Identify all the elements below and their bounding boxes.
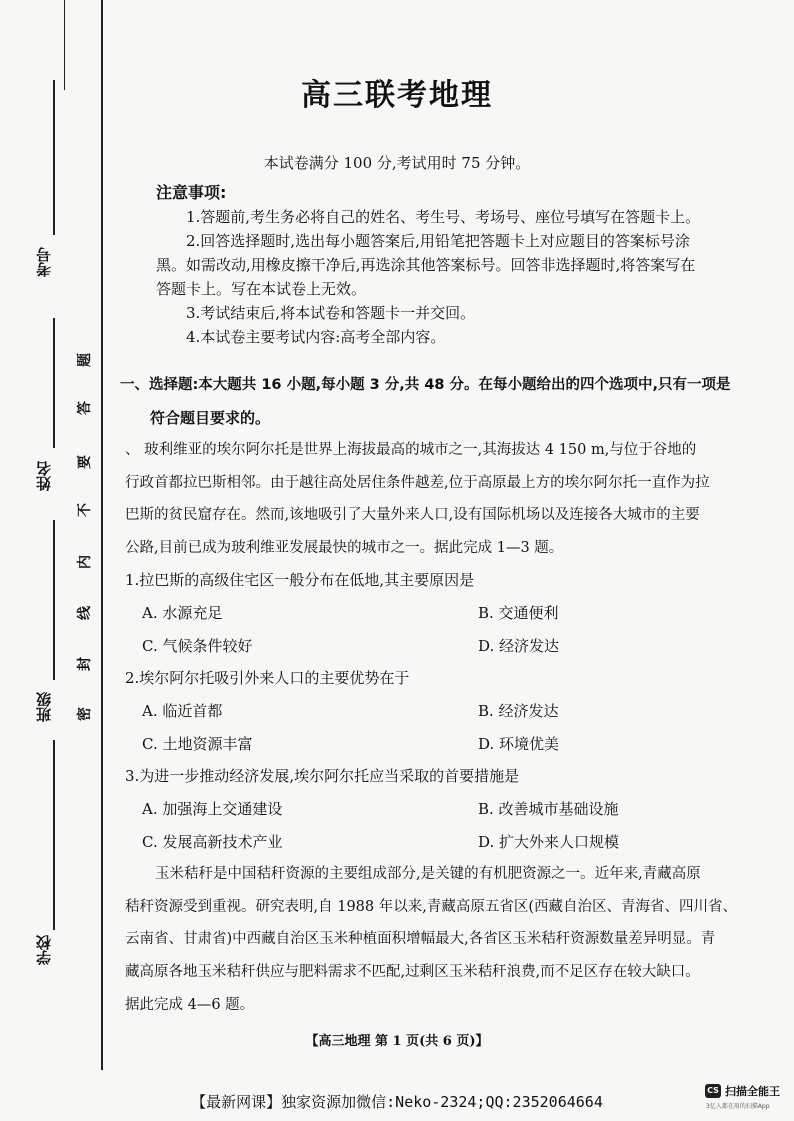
name-label: 姓名 xyxy=(35,461,53,491)
seal-char: 题 xyxy=(77,353,93,367)
exam-no-label: 考号 xyxy=(35,247,53,277)
page-title: 高三联考地理 xyxy=(301,78,493,113)
question-option: C. 发展高新技术产业 xyxy=(142,833,283,851)
seal-char: 不 xyxy=(77,503,93,517)
question-option: C. 气候条件较好 xyxy=(142,637,253,655)
name-fill-line xyxy=(53,318,55,448)
seal-char: 线 xyxy=(77,606,93,620)
passage-line: 、 玻利维亚的埃尔阿尔托是世界上海拔最高的城市之一,其海拔达 4 150 m,与位于谷地的 xyxy=(125,442,697,458)
section-heading-cont: 符合题目要求的。 xyxy=(150,409,271,427)
question-option: D. 经济发达 xyxy=(478,637,560,655)
question-stem: 2.埃尔阿尔托吸引外来人口的主要优势在于 xyxy=(125,669,410,687)
passage-line: 行政首都拉巴斯相邻。由于越往高处居住条件越差,位于高原最上方的埃尔阿尔托一直作为拉 xyxy=(125,475,710,491)
notice-line: 1.答题前,考生务必将自己的姓名、考生号、考场号、座位号填写在答题卡上。 xyxy=(186,208,701,226)
question-option: B. 改善城市基础设施 xyxy=(478,800,619,818)
school-fill-line xyxy=(53,740,55,930)
seal-char: 内 xyxy=(77,555,93,569)
question-option: B. 经济发达 xyxy=(478,702,559,720)
question-stem: 1.拉巴斯的高级住宅区一般分布在低地,其主要原因是 xyxy=(125,571,475,589)
question-option: D. 环境优美 xyxy=(478,735,560,753)
promo-banner: 【最新网课】独家资源加微信:Neko-2324;QQ:2352064664 xyxy=(191,1093,603,1111)
school-label: 学校 xyxy=(35,935,53,965)
question-option: A. 加强海上交通建设 xyxy=(142,800,283,818)
passage-line: 据此完成 4—6 题。 xyxy=(125,997,255,1013)
question-option: B. 交通便利 xyxy=(478,604,559,622)
seal-char: 封 xyxy=(77,657,93,671)
passage-line: 藏高原各地玉米秸秆供应与肥料需求不匹配,过剩区玉米秸秆浪费,而不足区存在较大缺口。 xyxy=(125,964,700,980)
camscanner-logo-icon: CS xyxy=(705,1084,721,1098)
seal-char: 密 xyxy=(77,707,93,721)
passage-line: 玉米秸秆是中国秸秆资源的主要组成部分,是关键的有机肥资源之一。近年来,青藏高原 xyxy=(155,866,701,882)
question-option: A. 水源充足 xyxy=(142,604,223,622)
notice-line: 4.本试卷主要考试内容:高考全部内容。 xyxy=(186,328,446,346)
seal-char: 要 xyxy=(77,455,93,469)
notice-line: 3.考试结束后,将本试卷和答题卡一并交回。 xyxy=(186,304,476,322)
passage-line: 巴斯的贫民窟存在。然而,该地吸引了大量外来人口,设有国际机场以及连接各大城市的主要 xyxy=(125,507,700,523)
question-option: A. 临近首都 xyxy=(142,702,223,720)
question-stem: 3.为进一步推动经济发展,埃尔阿尔托应当采取的首要措施是 xyxy=(125,767,520,785)
notice-line: 2.回答选择题时,选出每小题答案后,用铅笔把答题卡上对应题目的答案标号涂 xyxy=(186,232,690,250)
passage-line: 秸秆资源受到重视。研究表明,自 1988 年以来,青藏高原五省区(西藏自治区、青海省、四川省、 xyxy=(125,899,737,915)
notice-line: 黑。如需改动,用橡皮擦干净后,再选涂其他答案标号。回答非选择题时,将答案写在 xyxy=(156,256,696,274)
seal-char: 答 xyxy=(77,401,93,415)
class-label: 班级 xyxy=(35,692,53,722)
question-option: D. 扩大外来人口规模 xyxy=(478,833,620,851)
score-line: 本试卷满分 100 分,考试用时 75 分钟。 xyxy=(263,154,531,172)
question-option: C. 土地资源丰富 xyxy=(142,735,253,753)
notice-line: 答题卡上。写在本试卷上无效。 xyxy=(156,280,367,298)
scanner-app-name: 扫描全能王 xyxy=(725,1085,780,1098)
notice-heading: 注意事项: xyxy=(156,183,227,202)
class-fill-line xyxy=(53,520,55,680)
scanner-tagline: 3亿人都在用的扫描App xyxy=(706,1103,770,1110)
passage-line: 云南省、甘肃省)中西藏自治区玉米种植面积增幅最大,各省区玉米秸秆资源数量差异明显。青 xyxy=(125,931,716,947)
passage-line: 公路,目前已成为玻利维亚发展最快的城市之一。据此完成 1—3 题。 xyxy=(125,540,564,556)
section-heading: 一、选择题:本大题共 16 小题,每小题 3 分,共 48 分。在每小题给出的四个选项中,只有一项是 xyxy=(120,377,731,393)
page-footer: 【高三地理 第 1 页(共 6 页)】 xyxy=(305,1034,489,1049)
